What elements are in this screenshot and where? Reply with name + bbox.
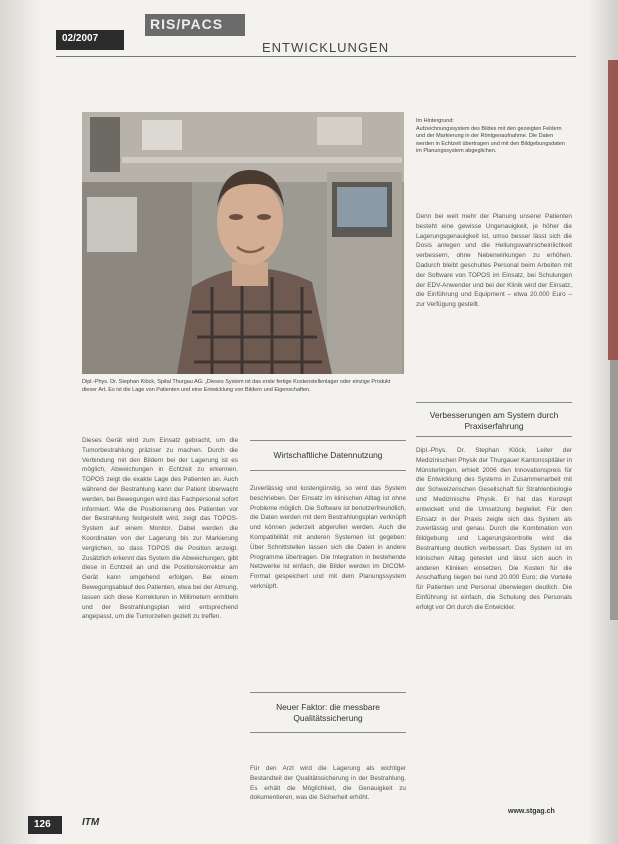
section-edge-tab-lower bbox=[610, 360, 618, 620]
body-text-column-3: Dipl.-Phys. Dr. Stephan Klöck, Leiter der Medizinischen Physik der Thurgauer Kantonsspitäler in Münsterlingen, erhielt 2006 den Innovationspreis für die Entwicklung des Systems in Zusammenarbeit mit der Schweizerischen Gesellschaft für Strahlenbiologie und Medizinische Physik. Er hat das Konzept entwickelt und die Umsetzung begleitet. Für den Einsatz in der Praxis zeigte sich das System als zuverlässig und genau. Durch die Kombination von Bildgebung und Lagerungskontrolle wird die Bestrahlung deutlich verbessert. Das System ist im klinischen Alltag getestet und lässt sich auch in anderen Kliniken einsetzen. Die Kosten für die Anschaffung liegen bei rund 20.000 Euro; die Vorteile für Patienten und Personal überwiegen deutlich. Die Einführung ist einfach, die Schulung des Personals erfolgt vor Ort durch die Entwickler. bbox=[416, 447, 572, 611]
section-tag: RIS/PACS bbox=[150, 16, 224, 32]
header-divider bbox=[56, 56, 576, 57]
heading-data-usage: Wirtschaftliche Datennutzung bbox=[273, 450, 383, 460]
side-caption bbox=[416, 118, 572, 156]
issue-number: 02/2007 bbox=[62, 33, 99, 44]
body-text-column-2: Zuverlässig und kostengünstig, so wird das System beschrieben. Der Einsatz im klinischen Alltag ist ohne Probleme möglich. Die Software ist benutzerfreundlich, die Daten werden mit dem Bestrahlungsplan verknüpft und können jederzeit abgerufen werden. Auch die Kompatibilität mit anderen Systemen ist gegeben: Über Schnittstellen lassen sich die Daten in andere Programme übertragen. Die Integration in bestehende Netzwerke ist einfach, die Bilder werden im DICOM-Format gespeichert und mit dem Planungssystem verknüpft. bbox=[250, 485, 406, 590]
body-text-right-top: Denn bei weit mehr der Planung unserer Patienten besteht eine gewisse Ungenauigkeit, je höher die Lagerungsgenauigkeit ist, umso besser lässt sich die Dosis anlegen und die Heilungswahrscheinlichkeit verbessern, ohne Nebenwirkungen zu erhöhen. Dadurch bleibt geschultes Personal beim Arbeiten mit der Software von TOPOS im Einsatz, bei Schulungen der EDV-Anwender und bei der Klinik wird der Einsatz, die Einführung und Equipment – etwa 20.000 Euro – zur Verfügung gestellt. bbox=[416, 213, 572, 309]
body-text-column-1: Dieses Gerät wird zum Einsatz gebracht, um die Tumorbestrahlung präziser zu machen. Durch die Verbindung mit den Bildern bei der Lagerung ist es möglich, Abweichungen in Echtzeit zu erkennen. TOPOS zeigt die exakte Lage des Patienten an. Auch während der Bestrahlung kann der Patient überwacht werden, bei Bewegungen wird das Fachpersonal sofort informiert. Wie die Positionierung des Patienten vor der Bestrahlung festgestellt wird, zeigt das TOPOS-System auf einem Monitor. Dabei werden die Koordinaten von der Lagerung bis zur Markierung verglichen, so dass TOPOS die Position anzeigt. Zusätzlich erkennt das System die Abweichungen, gibt diese in Echtzeit an und die Positionskorrektur am Gerät kann umgehend erfolgen. Bei einem Bewegungsablauf des Patienten, etwa bei der Atmung, lassen sich diese Korrekturen in Millimetern ermitteln und der Bestrahlungsplan wird entsprechend angepasst, um die Tumorzellen gezielt zu treffen. bbox=[82, 437, 238, 621]
page-title: ENTWICKLUNGEN bbox=[262, 40, 390, 55]
body-text-column-2b: Für den Arzt wird die Lagerung als wichtiger Bestandteil der Qualitätssicherung in der Bestrahlung. Es erhält die Möglichkeit, die Genauigkeit zu dokumentieren, was die Sicherheit erhöht. bbox=[250, 765, 406, 802]
side-caption-text: Aufzeichnungssystem des Bildes mit den gezeigten Feldern und der Markierung in der Röntgenaufnahme. Die Daten werden in Echtzeit übertragen und mit den Bildgebungsdaten im Planungssystem abgeglichen. bbox=[416, 125, 565, 154]
portrait-photo bbox=[82, 112, 404, 374]
website-link[interactable]: www.stgag.ch bbox=[508, 808, 555, 815]
side-caption-label: Im Hintergrund: bbox=[416, 118, 454, 124]
section-edge-tab bbox=[608, 60, 618, 360]
heading-divider-bottom bbox=[250, 470, 406, 471]
heading-divider-bottom bbox=[416, 436, 572, 437]
heading-divider-top bbox=[250, 440, 406, 441]
page-number: 126 bbox=[34, 819, 51, 830]
heading-divider-top bbox=[250, 692, 406, 693]
photo-caption: Dipl.-Phys. Dr. Stephan Klöck, Spital Thurgau AG: „Dieses System ist das erste fertige Kostenstellenlager oder einzige Produkt dieser Art. Es ist die Lage von Patienten und eine Entwicklung von Bildern und Eigenschaften. bbox=[82, 379, 391, 393]
heading-divider-top bbox=[416, 402, 572, 403]
page-binding-shadow bbox=[0, 0, 42, 844]
magazine-logo: ITM bbox=[82, 817, 100, 828]
heading-quality-assurance: Neuer Faktor: die messbare Qualitätssicherung bbox=[276, 702, 380, 723]
heading-divider-bottom bbox=[250, 732, 406, 733]
heading-system-improvements: Verbesserungen am System durch Praxiserfahrung bbox=[429, 410, 559, 431]
